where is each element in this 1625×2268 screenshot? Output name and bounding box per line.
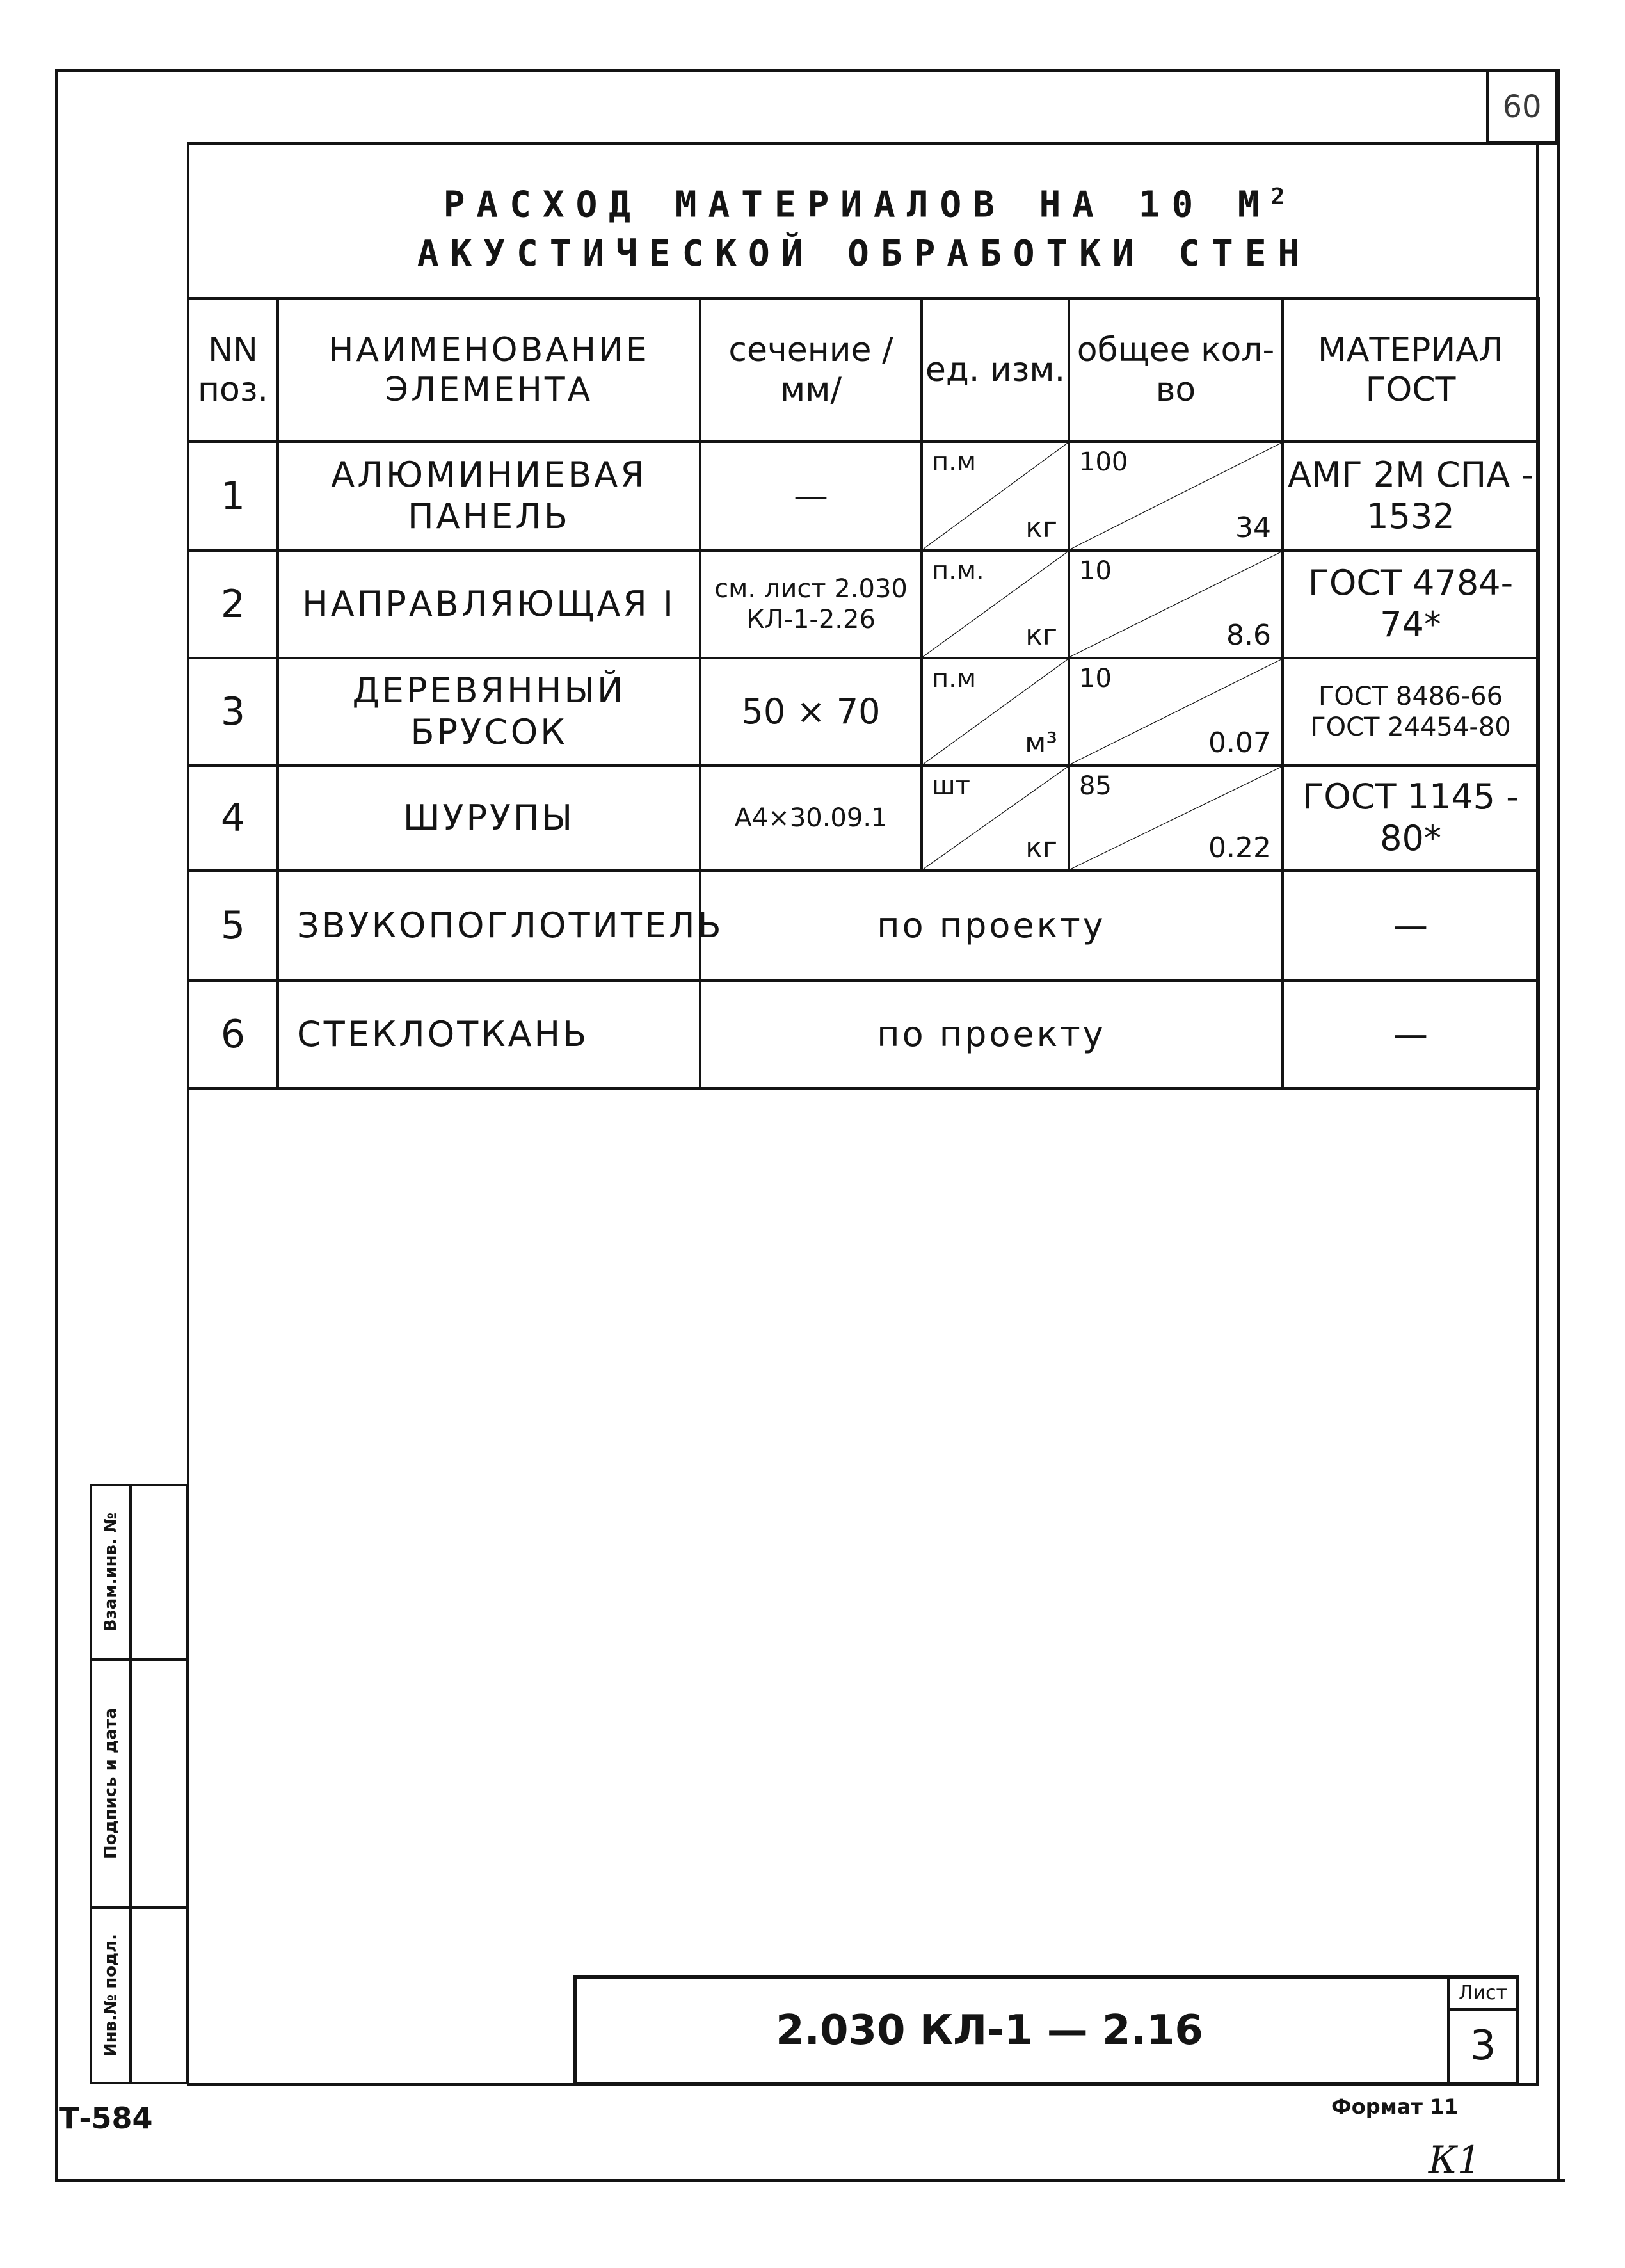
qty-bottom: 8.6 xyxy=(1226,619,1271,652)
title-superscript: 2 xyxy=(1270,184,1285,210)
row-qty xyxy=(1069,551,1283,658)
frame-left-line xyxy=(55,69,58,2182)
qty-bottom: 0.22 xyxy=(1208,832,1271,865)
qty-top: 10 xyxy=(1079,664,1112,693)
title-line-2: АКУСТИЧЕСКОЙ ОБРАБОТКИ СТЕН xyxy=(417,232,1311,275)
qty-top: 85 xyxy=(1079,771,1112,801)
unit-bottom: кг xyxy=(1025,511,1057,545)
title-line-1: РАСХОД МАТЕРИАЛОВ НА 10 М xyxy=(443,184,1271,226)
row-qty xyxy=(1069,766,1283,871)
qty-bottom: 0.07 xyxy=(1208,727,1271,760)
unit-top: шт xyxy=(932,771,970,801)
table-row xyxy=(188,442,1539,551)
row-section: 50 × 70 xyxy=(700,658,922,766)
side-stamp xyxy=(90,1484,188,2084)
row-qty xyxy=(1069,442,1283,551)
document-code: 2.030 КЛ-1 — 2.16 xyxy=(776,2007,1203,2054)
header-unit: ед. изм. xyxy=(922,298,1069,442)
qty-bottom: 34 xyxy=(1235,511,1271,545)
row-gost: — xyxy=(1283,981,1539,1088)
table-row xyxy=(188,981,1539,1088)
row-name: ЗВУКОПОГЛОТИТЕЛЬ xyxy=(278,871,700,981)
table-row xyxy=(188,871,1539,981)
row-gost: ГОСТ 4784-74* xyxy=(1283,551,1539,658)
row-pos: 1 xyxy=(188,442,278,551)
row-pos: 4 xyxy=(188,766,278,871)
unit-bottom: кг xyxy=(1025,619,1057,652)
side-label-signature xyxy=(92,1661,129,1906)
row-pos: 2 xyxy=(188,551,278,658)
frame-bottom-line xyxy=(55,2179,1565,2182)
row-gost: — xyxy=(1283,871,1539,981)
row-pos: 6 xyxy=(188,981,278,1088)
table-header-row xyxy=(188,298,1539,442)
row-qty xyxy=(1069,658,1283,766)
qty-top: 10 xyxy=(1079,556,1112,586)
row-unit xyxy=(922,658,1069,766)
header-gost: МАТЕРИАЛ ГОСТ xyxy=(1283,298,1539,442)
row-span-text: по проекту xyxy=(700,871,1283,981)
row-name: НАПРАВЛЯЮЩАЯ I xyxy=(278,551,700,658)
row-section: А4×30.09.1 xyxy=(700,766,922,871)
row-unit xyxy=(922,766,1069,871)
row-pos: 5 xyxy=(188,871,278,981)
unit-bottom: м³ xyxy=(1025,727,1057,760)
row-name: АЛЮМИНИЕВАЯ ПАНЕЛЬ xyxy=(278,442,700,551)
table-row xyxy=(188,658,1539,766)
row-gost: АМГ 2М СПА - 1532 xyxy=(1283,442,1539,551)
row-name: ШУРУПЫ xyxy=(278,766,700,871)
header-qty: общее кол-во xyxy=(1069,298,1283,442)
sheet-label: Лист xyxy=(1447,1979,1516,2011)
inner-top-line xyxy=(187,142,1486,145)
header-name: НАИМЕНОВАНИЕ ЭЛЕМЕНТА xyxy=(278,298,700,442)
sheet-number: 3 xyxy=(1447,2011,1516,2082)
side-label-replacement-text: Взам.инв. № xyxy=(101,1512,121,1632)
row-unit xyxy=(922,551,1069,658)
row-gost: ГОСТ 1145 - 80* xyxy=(1283,766,1539,871)
materials-table xyxy=(187,297,1540,1090)
side-label-original xyxy=(92,1909,129,2082)
row-unit xyxy=(922,442,1069,551)
row-section: — xyxy=(700,442,922,551)
unit-top: п.м xyxy=(932,447,977,477)
row-name: СТЕКЛОТКАНЬ xyxy=(278,981,700,1088)
form-code: Т-584 xyxy=(59,2101,153,2135)
row-gost: ГОСТ 8486-66 ГОСТ 24454-80 xyxy=(1283,658,1539,766)
row-section: см. лист 2.030 КЛ-1-2.26 xyxy=(700,551,922,658)
handwritten-mark: К1 xyxy=(1429,2138,1481,2182)
table-row xyxy=(188,551,1539,658)
side-label-signature-text: Подпись и дата xyxy=(101,1707,121,1860)
format-label: Формат 11 xyxy=(1331,2095,1459,2119)
side-label-replacement xyxy=(92,1486,129,1658)
header-section: сечение /мм/ xyxy=(700,298,922,442)
page-number: 60 xyxy=(1486,69,1558,145)
side-stamp-column-line xyxy=(129,1486,132,2082)
title-block-stamp xyxy=(573,1975,1519,2086)
frame-top-line xyxy=(55,69,1487,72)
document-title xyxy=(192,173,1536,278)
side-label-original-text: Инв.№ подл. xyxy=(101,1933,121,2057)
unit-top: п.м. xyxy=(932,556,984,586)
row-span-text: по проекту xyxy=(700,981,1283,1088)
unit-bottom: кг xyxy=(1025,832,1057,865)
row-name: ДЕРЕВЯННЫЙ БРУСОК xyxy=(278,658,700,766)
unit-top: п.м xyxy=(932,664,977,693)
table-row xyxy=(188,766,1539,871)
qty-top: 100 xyxy=(1079,447,1128,477)
row-pos: 3 xyxy=(188,658,278,766)
frame-right-line xyxy=(1557,69,1560,2182)
header-pos: NN поз. xyxy=(188,298,278,442)
